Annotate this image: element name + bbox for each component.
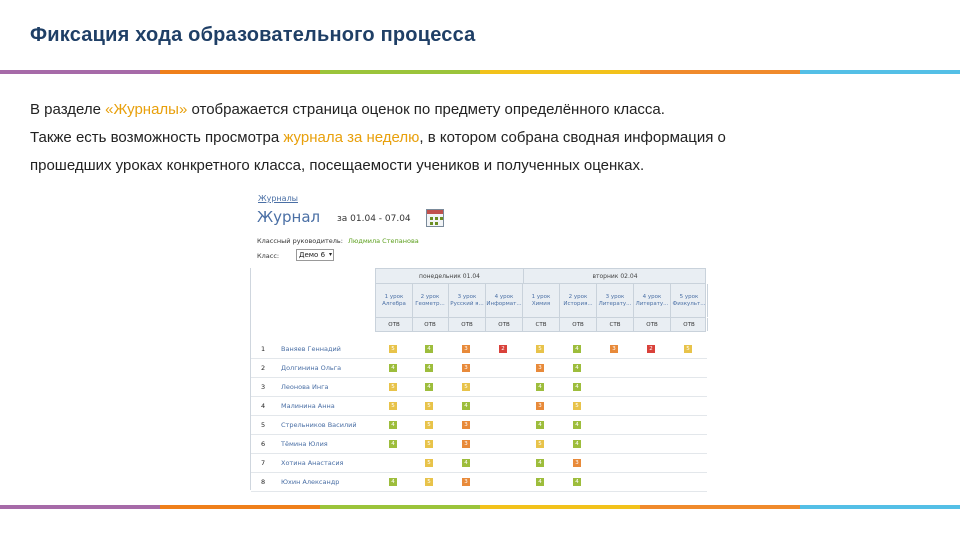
grade-cell[interactable]: 4 bbox=[573, 440, 581, 448]
teacher-label: Классный руководитель: bbox=[257, 237, 343, 245]
student-name[interactable]: Тёмина Юлия bbox=[281, 440, 328, 448]
table-row bbox=[251, 397, 707, 416]
lesson-header-row bbox=[375, 284, 706, 318]
lesson-subject: Литерату... bbox=[635, 300, 669, 307]
grade-cell[interactable]: 4 bbox=[536, 459, 544, 467]
grade-cell[interactable]: 3 bbox=[462, 440, 470, 448]
lesson-type-header: ОТВ bbox=[449, 318, 486, 331]
lesson-subject: История... bbox=[563, 300, 593, 307]
student-number: 7 bbox=[261, 459, 266, 467]
table-row bbox=[251, 416, 707, 435]
lesson-header[interactable] bbox=[597, 284, 634, 317]
description-line-2 bbox=[30, 124, 930, 152]
lesson-number: 3 урок bbox=[605, 293, 625, 300]
stripe-segment bbox=[800, 505, 960, 509]
lesson-subject: Геометр... bbox=[415, 300, 445, 307]
class-select-value: Демо 6 bbox=[299, 251, 326, 259]
grade-cell[interactable]: 3 bbox=[462, 421, 470, 429]
teacher-label-text: Классный руководитель bbox=[257, 237, 341, 245]
lesson-header[interactable] bbox=[412, 284, 449, 317]
grade-cell[interactable]: 4 bbox=[389, 421, 397, 429]
student-number: 3 bbox=[261, 383, 266, 391]
stripe-segment bbox=[0, 70, 160, 74]
lesson-header[interactable] bbox=[634, 284, 671, 317]
journal-title: Журнал bbox=[257, 208, 321, 226]
lesson-subject: Информат... bbox=[486, 300, 522, 307]
stripe-segment bbox=[800, 70, 960, 74]
grade-cell[interactable]: 5 bbox=[462, 383, 470, 391]
student-number: 2 bbox=[261, 364, 266, 372]
lesson-type-header: СТВ bbox=[597, 318, 634, 331]
lesson-subject: Алгебра bbox=[382, 300, 406, 307]
grade-cell[interactable]: 4 bbox=[425, 383, 433, 391]
calendar-cell bbox=[440, 217, 443, 220]
slide-title: Фиксация хода образовательного процесса bbox=[30, 24, 476, 46]
lesson-type-header: ОТВ bbox=[376, 318, 413, 331]
day-header: понедельник 01.04 bbox=[419, 272, 480, 280]
student-number: 5 bbox=[261, 421, 266, 429]
student-number: 8 bbox=[261, 478, 266, 486]
grade-cell[interactable]: 4 bbox=[462, 459, 470, 467]
lesson-subject: Русский я... bbox=[450, 300, 484, 307]
class-select[interactable] bbox=[296, 249, 334, 261]
student-number: 6 bbox=[261, 440, 266, 448]
grade-cell[interactable]: 5 bbox=[536, 440, 544, 448]
grade-cell[interactable]: 4 bbox=[573, 364, 581, 372]
lesson-number: 1 урок bbox=[531, 293, 551, 300]
day-divider bbox=[523, 269, 524, 283]
description-line-1 bbox=[30, 96, 930, 124]
lesson-type-header: ОТВ bbox=[634, 318, 671, 331]
lesson-number: 1 урок bbox=[384, 293, 404, 300]
grade-cell[interactable]: 3 bbox=[536, 402, 544, 410]
grade-cell[interactable]: 3 bbox=[573, 459, 581, 467]
grade-cell[interactable]: 5 bbox=[389, 402, 397, 410]
grade-cell[interactable]: 5 bbox=[425, 478, 433, 486]
lesson-number: 3 урок bbox=[457, 293, 477, 300]
day-header-row bbox=[375, 268, 706, 284]
grade-cell[interactable]: 5 bbox=[425, 440, 433, 448]
grade-cell[interactable]: 4 bbox=[389, 440, 397, 448]
grade-cell[interactable]: 2 bbox=[499, 345, 507, 353]
calendar-cell bbox=[430, 217, 433, 220]
table-row bbox=[251, 378, 707, 397]
lesson-number: 2 урок bbox=[568, 293, 588, 300]
lesson-type-header: ОТВ bbox=[412, 318, 449, 331]
grade-cell[interactable]: 3 bbox=[536, 364, 544, 372]
grade-cell[interactable]: 4 bbox=[536, 421, 544, 429]
grade-cell[interactable]: 4 bbox=[389, 364, 397, 372]
grade-cell[interactable]: 5 bbox=[573, 402, 581, 410]
grade-cell[interactable]: 5 bbox=[536, 345, 544, 353]
student-name[interactable]: Юхин Александр bbox=[281, 478, 340, 486]
lesson-header[interactable] bbox=[671, 284, 708, 317]
lesson-header[interactable] bbox=[523, 284, 560, 317]
student-name[interactable]: Стрельников Василий bbox=[281, 421, 357, 429]
stripe-segment bbox=[640, 505, 800, 509]
student-name[interactable]: Долгинина Ольга bbox=[281, 364, 342, 372]
student-name[interactable]: Ваняев Геннадий bbox=[281, 345, 341, 353]
grade-cell[interactable]: 4 bbox=[573, 478, 581, 486]
grade-cell[interactable]: 4 bbox=[573, 383, 581, 391]
grade-cell[interactable]: 4 bbox=[573, 421, 581, 429]
student-name[interactable]: Хотина Анастасия bbox=[281, 459, 344, 467]
breadcrumb-journals[interactable]: Журналы bbox=[258, 194, 298, 203]
description-paragraph bbox=[30, 96, 930, 180]
grade-cell[interactable]: 5 bbox=[389, 345, 397, 353]
grade-cell[interactable]: 4 bbox=[573, 345, 581, 353]
color-stripe-bottom bbox=[0, 505, 960, 509]
student-name[interactable]: Малинина Анна bbox=[281, 402, 335, 410]
table-row bbox=[251, 340, 707, 359]
grade-cell[interactable]: 5 bbox=[389, 383, 397, 391]
table-row bbox=[251, 359, 707, 378]
grade-cell[interactable]: 4 bbox=[425, 364, 433, 372]
student-number: 4 bbox=[261, 402, 266, 410]
type-header-row bbox=[375, 318, 706, 332]
student-number: 1 bbox=[261, 345, 266, 353]
lesson-type-header: ОТВ bbox=[560, 318, 597, 331]
highlight-journals: «Журналы» bbox=[105, 101, 188, 118]
chevron-down-icon: ▾ bbox=[328, 251, 332, 258]
text-span: , в котором собрана сводная информация о bbox=[419, 129, 726, 146]
calendar-cell bbox=[435, 222, 438, 225]
class-label: Класс: bbox=[257, 252, 280, 260]
grade-cell[interactable]: 3 bbox=[462, 364, 470, 372]
grade-cell[interactable]: 2 bbox=[647, 345, 655, 353]
lesson-subject: Литерату... bbox=[598, 300, 632, 307]
journal-screenshot bbox=[250, 192, 706, 492]
class-label-text: Класс bbox=[257, 252, 277, 260]
highlight-weekly-journal: журнала за неделю bbox=[283, 129, 420, 146]
grade-cell[interactable]: 3 bbox=[462, 345, 470, 353]
calendar-icon[interactable] bbox=[426, 209, 444, 227]
grade-cell[interactable]: 4 bbox=[389, 478, 397, 486]
lesson-type-header: ОТВ bbox=[486, 318, 523, 331]
lesson-subject: Физкульт... bbox=[672, 300, 706, 307]
text-span: отображается страница оценок по предмету определённого класса. bbox=[187, 101, 665, 118]
grade-cell[interactable]: 4 bbox=[536, 478, 544, 486]
grade-cell[interactable]: 3 bbox=[610, 345, 618, 353]
table-row bbox=[251, 454, 707, 473]
grade-cell[interactable]: 3 bbox=[462, 478, 470, 486]
description-line-3: прошедших уроках конкретного класса, посещаемости учеников и полученных оценках. bbox=[30, 157, 645, 174]
lesson-header[interactable] bbox=[376, 284, 413, 317]
stripe-segment bbox=[480, 505, 640, 509]
grade-cell[interactable]: 5 bbox=[425, 421, 433, 429]
stripe-segment bbox=[0, 505, 160, 509]
lesson-number: 5 урок bbox=[679, 293, 699, 300]
stripe-segment bbox=[320, 70, 480, 74]
day-header: вторник 02.04 bbox=[592, 272, 638, 280]
calendar-cell bbox=[435, 217, 438, 220]
stripe-segment bbox=[160, 70, 320, 74]
lesson-subject: Химия bbox=[531, 300, 551, 307]
calendar-cell bbox=[430, 222, 433, 225]
text-span: Также есть возможность просмотра bbox=[30, 129, 284, 146]
text-span: В разделе bbox=[30, 101, 106, 118]
lesson-type-header: СТВ bbox=[523, 318, 560, 331]
lesson-header[interactable] bbox=[449, 284, 486, 317]
stripe-segment bbox=[640, 70, 800, 74]
date-range: за 01.04 - 07.04 bbox=[337, 214, 411, 224]
lesson-type-header: ОТВ bbox=[671, 318, 708, 331]
lesson-number: 2 урок bbox=[420, 293, 440, 300]
grade-cell[interactable]: 5 bbox=[425, 459, 433, 467]
lesson-header[interactable] bbox=[486, 284, 523, 317]
lesson-number: 4 урок bbox=[494, 293, 514, 300]
stripe-segment bbox=[160, 505, 320, 509]
lesson-number: 4 урок bbox=[642, 293, 662, 300]
table-row bbox=[251, 435, 707, 454]
grade-cell[interactable]: 4 bbox=[462, 402, 470, 410]
color-stripe-top bbox=[0, 70, 960, 74]
stripe-segment bbox=[480, 70, 640, 74]
teacher-name[interactable]: Людмила Степанова bbox=[348, 237, 419, 245]
student-name[interactable]: Леонова Инга bbox=[281, 383, 329, 391]
lesson-header[interactable] bbox=[560, 284, 597, 317]
grade-cell[interactable]: 4 bbox=[425, 345, 433, 353]
stripe-segment bbox=[320, 505, 480, 509]
grade-cell[interactable]: 5 bbox=[684, 345, 692, 353]
table-row bbox=[251, 473, 707, 492]
grade-cell[interactable]: 4 bbox=[536, 383, 544, 391]
journal-grid bbox=[250, 268, 707, 490]
grade-cell[interactable]: 5 bbox=[425, 402, 433, 410]
